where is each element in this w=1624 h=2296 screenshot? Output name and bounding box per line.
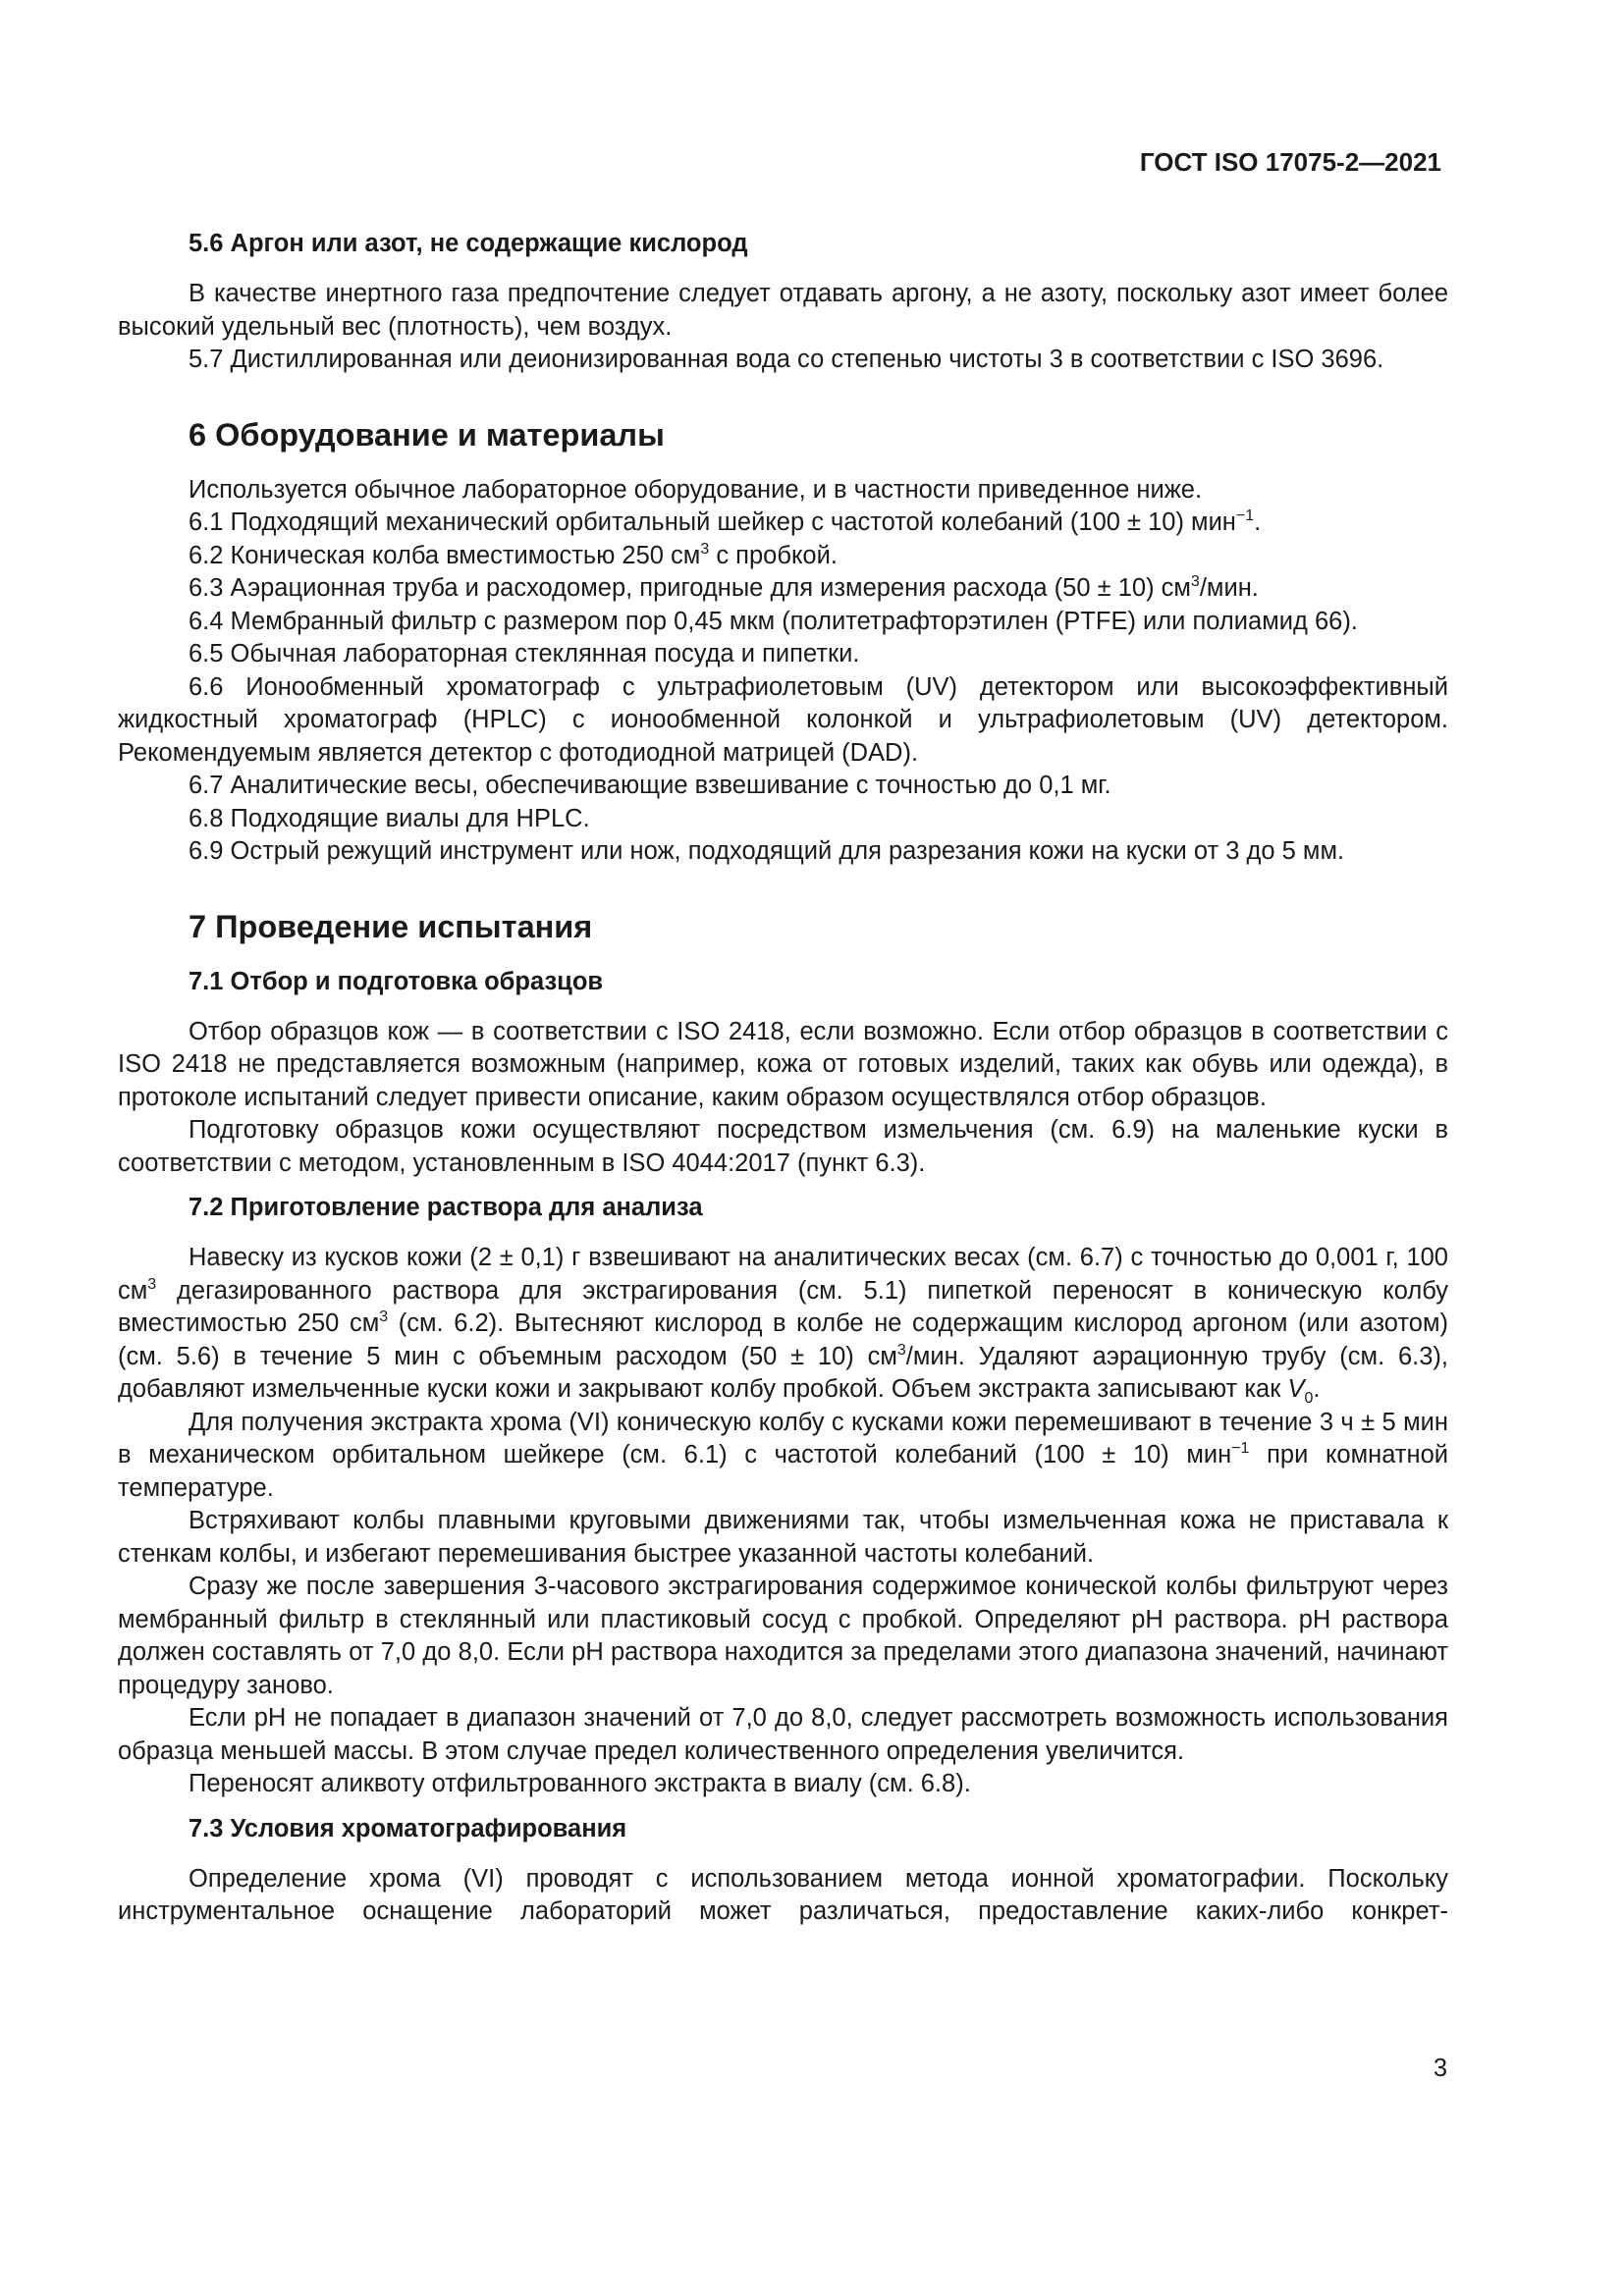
document-id-header: ГОСТ ISO 17075-2—2021 xyxy=(1139,147,1441,177)
section-7-3-title: 7.3 Условия хроматографирования xyxy=(189,1814,627,1842)
section-7-2-paragraph-5: Если pH не попадает в диапазон значений от 7,0 до 8,0, следует рассмотреть возможность использования образца меньшей массы. В этом случае предел количественного определения увеличится. xyxy=(118,1704,1448,1765)
item-6-2: 6.2 Коническая колба вместимостью 250 $см^3$ с пробкой. xyxy=(189,540,838,569)
section-5-7-paragraph: 5.7 Дистиллированная или деионизированная вода со степенью чистоты 3 в соответствии с ISO 3696. xyxy=(189,346,1384,373)
item-6-8: 6.8 Подходящие виалы для HPLC. xyxy=(189,804,590,832)
section-7-2-paragraph-6: Переносят аликвоту отфильтрованного экстракта в виалу (см. 6.8). xyxy=(189,1770,971,1797)
item-6-7: 6.7 Аналитические весы, обеспечивающие взвешивание с точностью до 0,1 мг. xyxy=(189,772,1111,799)
section-7-title: 7 Проведение испытания xyxy=(189,908,593,944)
section-7-2-paragraph-2: Для получения экстракта хрома (VI) коническую колбу с кусками кожи перемешивают в течение 3 ч ± 5 мин в механическом орбитальном шейкере (см. 6.1) с частотой колебаний (100 ± 10) мин$^{-1}$ при комнатной температуре. xyxy=(118,1408,1448,1502)
section-7-2-title: 7.2 Приготовление раствора для анализа xyxy=(189,1194,703,1221)
section-7-3-paragraph: Определение хрома (VI) проводят с использованием метода ионной хроматографии. Поскольку инструментальное оснащение лабораторий может различаться, предоставление каких-либо конкрет- xyxy=(118,1864,1448,1925)
main-text-column xyxy=(118,228,1448,1929)
item-6-4: 6.4 Мембранный фильтр с размером пор 0,45 мкм (политетрафторэтилен (PTFE) или полиамид 66). xyxy=(189,607,1358,635)
item-6-1: 6.1 Подходящий механический орбитальный шейкер с частотой колебаний (100 ± 10) мин$^{-1}$. xyxy=(189,507,1262,536)
item-6-3: 6.3 Аэрационная труба и расходомер, пригодные для измерения расхода (50 ± 10) $см^3$/мин. xyxy=(189,573,1259,602)
section-7-2-paragraph-3: Встряхивают колбы плавными круговыми движениями так, чтобы измельченная кожа не приставала к стенкам колбы, и избегают перемешивания быстрее указанной частоты колебаний. xyxy=(118,1507,1448,1568)
section-7-1-paragraph-1: Отбор образцов кож — в соответствии с ISO 2418, если возможно. Если отбор образцов в соответствии с ISO 2418 не представляется возможным (например, кожа от готовых изделий, таких как обувь или одежда), в протоколе испытаний следует привести описание, каким образом осуществлялся отбор образцов. xyxy=(118,1017,1448,1111)
section-7-1-title: 7.1 Отбор и подготовка образцов xyxy=(189,967,604,995)
section-5-6-title: 5.6 Аргон или азот, не содержащие кислород xyxy=(189,230,748,257)
item-6-5: 6.5 Обычная лабораторная стеклянная посуда и пипетки. xyxy=(189,640,860,667)
section-6-title: 6 Оборудование и материалы xyxy=(189,416,665,453)
page-number: 3 xyxy=(1433,2055,1447,2082)
section-7-2-paragraph-4: Сразу же после завершения 3-часового экстрагирования содержимое конической колбы фильтруют через мембранный фильтр в стеклянный или пластиковый сосуд с пробкой. Определяют pH раствора. pH раствора должен составлять от 7,0 до 8,0. Если pH раствора находится за пределами этого диапазона значений, начинают процедуру заново. xyxy=(118,1573,1448,1699)
section-7-1-paragraph-2: Подготовку образцов кожи осуществляют посредством измельчения (см. 6.9) на маленькие куски в соответствии с методом, установленным в ISO 4044:2017 (пункт 6.3). xyxy=(118,1116,1448,1177)
item-6-9: 6.9 Острый режущий инструмент или нож, подходящий для разрезания кожи на куски от 3 до 5 мм. xyxy=(189,837,1345,865)
item-6-6: 6.6 Ионообменный хроматограф с ультрафиолетовым (UV) детектором или высокоэффективный жидкостный хроматограф (HPLC) с ионообменной колонкой и ультрафиолетовым (UV) детектором. Рекомендуемым является детектор с фотодиодной матрицей (DAD). xyxy=(118,672,1448,767)
section-5-6-paragraph: В качестве инертного газа предпочтение следует отдавать аргону, а не азоту, поскольку азот имеет более высокий удельный вес (плотность), чем воздух. xyxy=(118,280,1448,341)
section-6-intro: Используется обычное лабораторное оборудование, и в частности приведенное ниже. xyxy=(189,475,1203,504)
section-7-2-paragraph-1: Навеску из кусков кожи (2 ± 0,1) г взвешивают на аналитических весах (см. 6.7) с точностью до 0,001 г, 100 $см^3$ дегазированного раствора для экстрагирования (см. 5.1) пипеткой переносят в коническую колбу вместимостью 250 $см^3$ (см. 6.2). Вытесняют кислород в колбе не содержащим кислород аргоном (или азотом) (см. 5.6) в течение 5 мин с объемным расходом (50 ± 10) $см^3$/мин. Удаляют аэрационную трубу (см. 6.3), добавляют измельченные куски кожи и закрывают колбу пробкой. Объем экстракта записывают как $V_0$. xyxy=(118,1244,1448,1407)
